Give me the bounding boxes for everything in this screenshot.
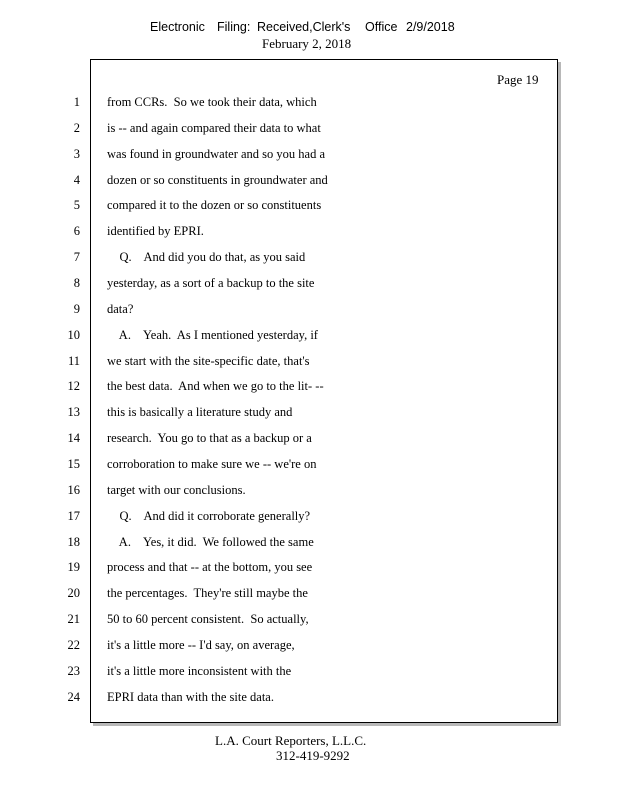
transcript-line — [0, 121, 618, 139]
line-text: data? — [107, 301, 134, 316]
transcript-line — [0, 509, 618, 527]
transcript-date: February 2, 2018 — [262, 36, 352, 51]
line-number: 11 — [67, 353, 80, 368]
line-number: 8 — [73, 276, 80, 290]
stamp-word-office: Office — [365, 20, 398, 34]
line-text: 50 to 60 percent consistent. So actually, — [107, 612, 309, 626]
line-number: 23 — [67, 663, 80, 678]
transcript-line — [0, 405, 618, 423]
transcript-line — [0, 535, 618, 553]
transcript-line — [0, 147, 618, 165]
line-text: Q. And did you do that, as you said — [107, 250, 306, 265]
line-number: 13 — [67, 405, 80, 420]
transcript-line — [0, 431, 618, 449]
line-text: we start with the site-specific date, that's — [107, 353, 310, 368]
line-text: A. Yes, it did. We followed the same — [107, 534, 314, 549]
stamp-word-filing: Filing: — [217, 20, 251, 34]
line-number: 6 — [73, 224, 80, 239]
transcript-line — [0, 483, 618, 501]
line-text: corroboration to make sure we -- we're on — [107, 456, 317, 471]
line-number: 16 — [67, 482, 80, 497]
transcript-line — [0, 560, 618, 578]
line-number: 7 — [73, 250, 80, 265]
transcript-line — [0, 612, 618, 630]
transcript-line — [0, 638, 618, 656]
line-number: 15 — [67, 456, 80, 471]
line-number: 21 — [67, 612, 80, 626]
line-text: identified by EPRI. — [107, 224, 204, 239]
line-number: 18 — [67, 534, 80, 549]
line-number: 24 — [67, 689, 80, 704]
line-text: A. Yeah. As I mentioned yesterday, if — [107, 327, 318, 342]
line-number: 12 — [67, 379, 80, 394]
line-number: 10 — [67, 327, 80, 342]
line-number: 19 — [67, 560, 80, 575]
line-text: yesterday, as a sort of a backup to the site — [107, 276, 315, 290]
transcript-line — [0, 250, 618, 268]
transcript-line — [0, 328, 618, 346]
transcript-line — [0, 95, 618, 113]
line-number: 4 — [73, 172, 80, 187]
line-number: 1 — [73, 95, 80, 109]
line-number: 22 — [67, 637, 80, 652]
line-text: EPRI data than with the site data. — [107, 689, 274, 704]
transcript-line — [0, 457, 618, 475]
line-number: 17 — [67, 508, 80, 523]
transcript-line — [0, 302, 618, 320]
transcript-line — [0, 173, 618, 191]
line-text: was found in groundwater and so you had a — [107, 146, 326, 161]
line-text: compared it to the dozen or so constituents — [107, 198, 322, 213]
transcript-line — [0, 198, 618, 216]
stamp-word-received-clerks: Received,Clerk's — [257, 20, 351, 34]
footer-phone: 312-419-9292 — [276, 748, 350, 763]
line-text: this is basically a literature study and — [107, 405, 293, 420]
transcript-line — [0, 224, 618, 242]
line-text: the best data. And when we go to the lit- -- — [107, 379, 324, 394]
stamp-word-electronic: Electronic — [150, 20, 205, 34]
line-text: research. You go to that as a backup or a — [107, 431, 312, 446]
footer-company: L.A. Court Reporters, L.L.C. — [215, 733, 367, 748]
transcript-line — [0, 690, 618, 708]
line-number: 14 — [67, 431, 80, 446]
line-number: 3 — [73, 146, 80, 161]
line-text: is -- and again compared their data to what — [107, 120, 321, 135]
line-number: 2 — [73, 120, 80, 135]
line-text: it's a little more inconsistent with the — [107, 663, 292, 678]
transcript-line — [0, 664, 618, 682]
line-text: target with our conclusions. — [107, 482, 246, 497]
page-number: Page 19 — [497, 72, 539, 87]
line-text: it's a little more -- I'd say, on average, — [107, 637, 295, 652]
transcript-line — [0, 379, 618, 397]
line-number: 9 — [73, 301, 80, 316]
line-number: 20 — [67, 586, 80, 601]
line-text: the percentages. They're still maybe the — [107, 586, 308, 601]
line-number: 5 — [73, 198, 80, 213]
line-text: from CCRs. So we took their data, which — [107, 95, 317, 109]
line-text: Q. And did it corroborate generally? — [107, 508, 311, 523]
transcript-line — [0, 354, 618, 372]
stamp-date: 2/9/2018 — [406, 20, 455, 34]
transcript-line — [0, 586, 618, 604]
transcript-line — [0, 276, 618, 294]
line-text: process and that -- at the bottom, you see — [107, 560, 313, 575]
line-text: dozen or so constituents in groundwater and — [107, 172, 328, 187]
